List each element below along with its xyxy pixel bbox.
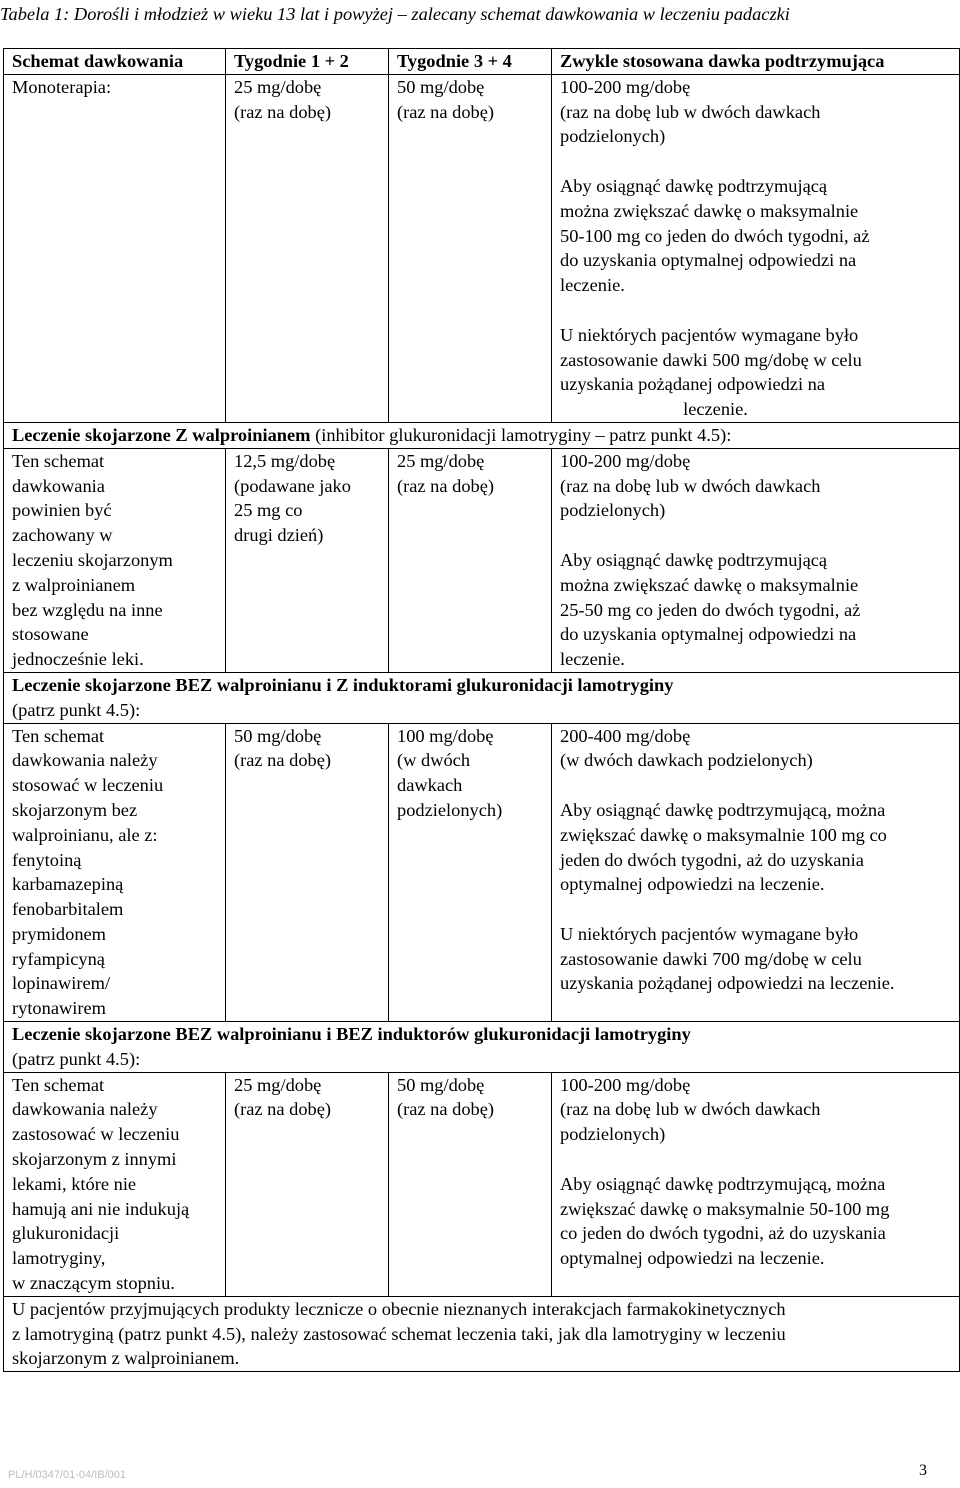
valproate-weeks-3-4: 25 mg/dobę (raz na dobę) — [389, 448, 552, 672]
inducers-heading-row — [4, 672, 960, 723]
table-caption — [0, 2, 960, 26]
non-inducers-heading-row — [4, 1022, 960, 1073]
note-row — [4, 1296, 960, 1371]
inducers-row — [4, 723, 960, 1022]
header-maintenance: Zwykle stosowana dawka podtrzymująca — [552, 49, 960, 75]
inducers-heading: Leczenie skojarzone BEZ walproinianu i Z induktorami glukuronidacji lamotryginy (patrz punkt 4.5): — [4, 672, 960, 723]
non-inducers-heading: Leczenie skojarzone BEZ walproinianu i BEZ induktorów glukuronidacji lamotryginy (patrz punkt 4.5): — [4, 1022, 960, 1073]
inducers-weeks-1-2: 50 mg/dobę (raz na dobę) — [226, 723, 389, 1022]
monotherapy-maintenance: 100-200 mg/dobę (raz na dobę lub w dwóch dawkach podzielonych) Aby osiągnąć dawkę podtrzymującą można zwiększać dawkę o maksymalnie 50-100 mg co jeden do dwóch tygodni, aż do uzyskania optymalnej odpowiedzi na leczenie. U niektórych pacjentów wymagane było zastosowanie dawki 500 mg/dobę w celu uzyskania pożądanej odpowiedzi na leczenie. — [552, 74, 960, 422]
valproate-heading: Leczenie skojarzone Z walproinianem (inhibitor glukuronidacji lamotryginy – patrz punkt 4.5): — [4, 422, 960, 448]
non-inducers-maintenance: 100-200 mg/dobę (raz na dobę lub w dwóch dawkach podzielonych) Aby osiągnąć dawkę podtrzymującą, można zwiększać dawkę o maksymalnie 50-100 mg co jeden do dwóch tygodni, aż do uzyskania optymalnej odpowiedzi na leczenie. — [552, 1072, 960, 1296]
caption-prefix: Tabela 1: Dorośli i młodzież w wieku 13 lat i powyżej – — [0, 4, 407, 24]
header-schedule: Schemat dawkowania — [4, 49, 226, 75]
non-inducers-weeks-3-4: 50 mg/dobę (raz na dobę) — [389, 1072, 552, 1296]
inducers-description: Ten schemat dawkowania należy stosować w leczeniu skojarzonym bez walproinianu, ale z: fenytoiną karbamazepiną fenobarbitalem prymidonem ryfampicyną lopinawirem/ rytonawirem — [4, 723, 226, 1022]
header-weeks-1-2: Tygodnie 1 + 2 — [226, 49, 389, 75]
monotherapy-row — [4, 74, 960, 422]
dosing-table — [3, 48, 960, 1372]
header-weeks-3-4: Tygodnie 3 + 4 — [389, 49, 552, 75]
monotherapy-weeks-1-2: 25 mg/dobę (raz na dobę) — [226, 74, 389, 422]
valproate-heading-row — [4, 422, 960, 448]
document-code: PL/H/0347/01-04/IB/001 — [8, 1469, 127, 1481]
non-inducers-row — [4, 1072, 960, 1296]
non-inducers-description: Ten schemat dawkowania należy zastosować w leczeniu skojarzonym z innymi lekami, które nie hamują ani nie indukują glukuronidacji lamotryginy, w znaczącym stopniu. — [4, 1072, 226, 1296]
caption-suffix: zalecany schemat dawkowania w leczeniu padaczki — [406, 4, 790, 24]
valproate-maintenance: 100-200 mg/dobę (raz na dobę lub w dwóch dawkach podzielonych) Aby osiągnąć dawkę podtrzymującą można zwiększać dawkę o maksymalnie 25-50 mg co jeden do dwóch tygodni, aż do uzyskania optymalnej odpowiedzi na leczenie. — [552, 448, 960, 672]
monotherapy-label: Monoterapia: — [4, 74, 226, 422]
valproate-description: Ten schemat dawkowania powinien być zachowany w leczeniu skojarzonym z walproinianem bez względu na inne stosowane jednocześnie leki. — [4, 448, 226, 672]
monotherapy-weeks-3-4: 50 mg/dobę (raz na dobę) — [389, 74, 552, 422]
valproate-row — [4, 448, 960, 672]
non-inducers-weeks-1-2: 25 mg/dobę (raz na dobę) — [226, 1072, 389, 1296]
pharmacokinetic-note: U pacjentów przyjmujących produkty lecznicze o obecnie nieznanych interakcjach farmakokinetycznych z lamotryginą (patrz punkt 4.5), należy zastosować schemat leczenia taki, jak dla lamotryginy w leczeniu skojarzonym z walproinianem. — [4, 1296, 960, 1371]
inducers-maintenance: 200-400 mg/dobę (w dwóch dawkach podzielonych) Aby osiągnąć dawkę podtrzymującą, można zwiększać dawkę o maksymalnie 100 mg co jeden do dwóch tygodni, aż do uzyskania optymalnej odpowiedzi na leczenie. U niektórych pacjentów wymagane było zastosowanie dawki 700 mg/dobę w celu uzyskania pożądanej odpowiedzi na leczenie. — [552, 723, 960, 1022]
page-number: 3 — [919, 1462, 927, 1479]
inducers-weeks-3-4: 100 mg/dobę (w dwóch dawkach podzielonych) — [389, 723, 552, 1022]
header-row — [4, 49, 960, 75]
valproate-weeks-1-2: 12,5 mg/dobę (podawane jako 25 mg co drugi dzień) — [226, 448, 389, 672]
